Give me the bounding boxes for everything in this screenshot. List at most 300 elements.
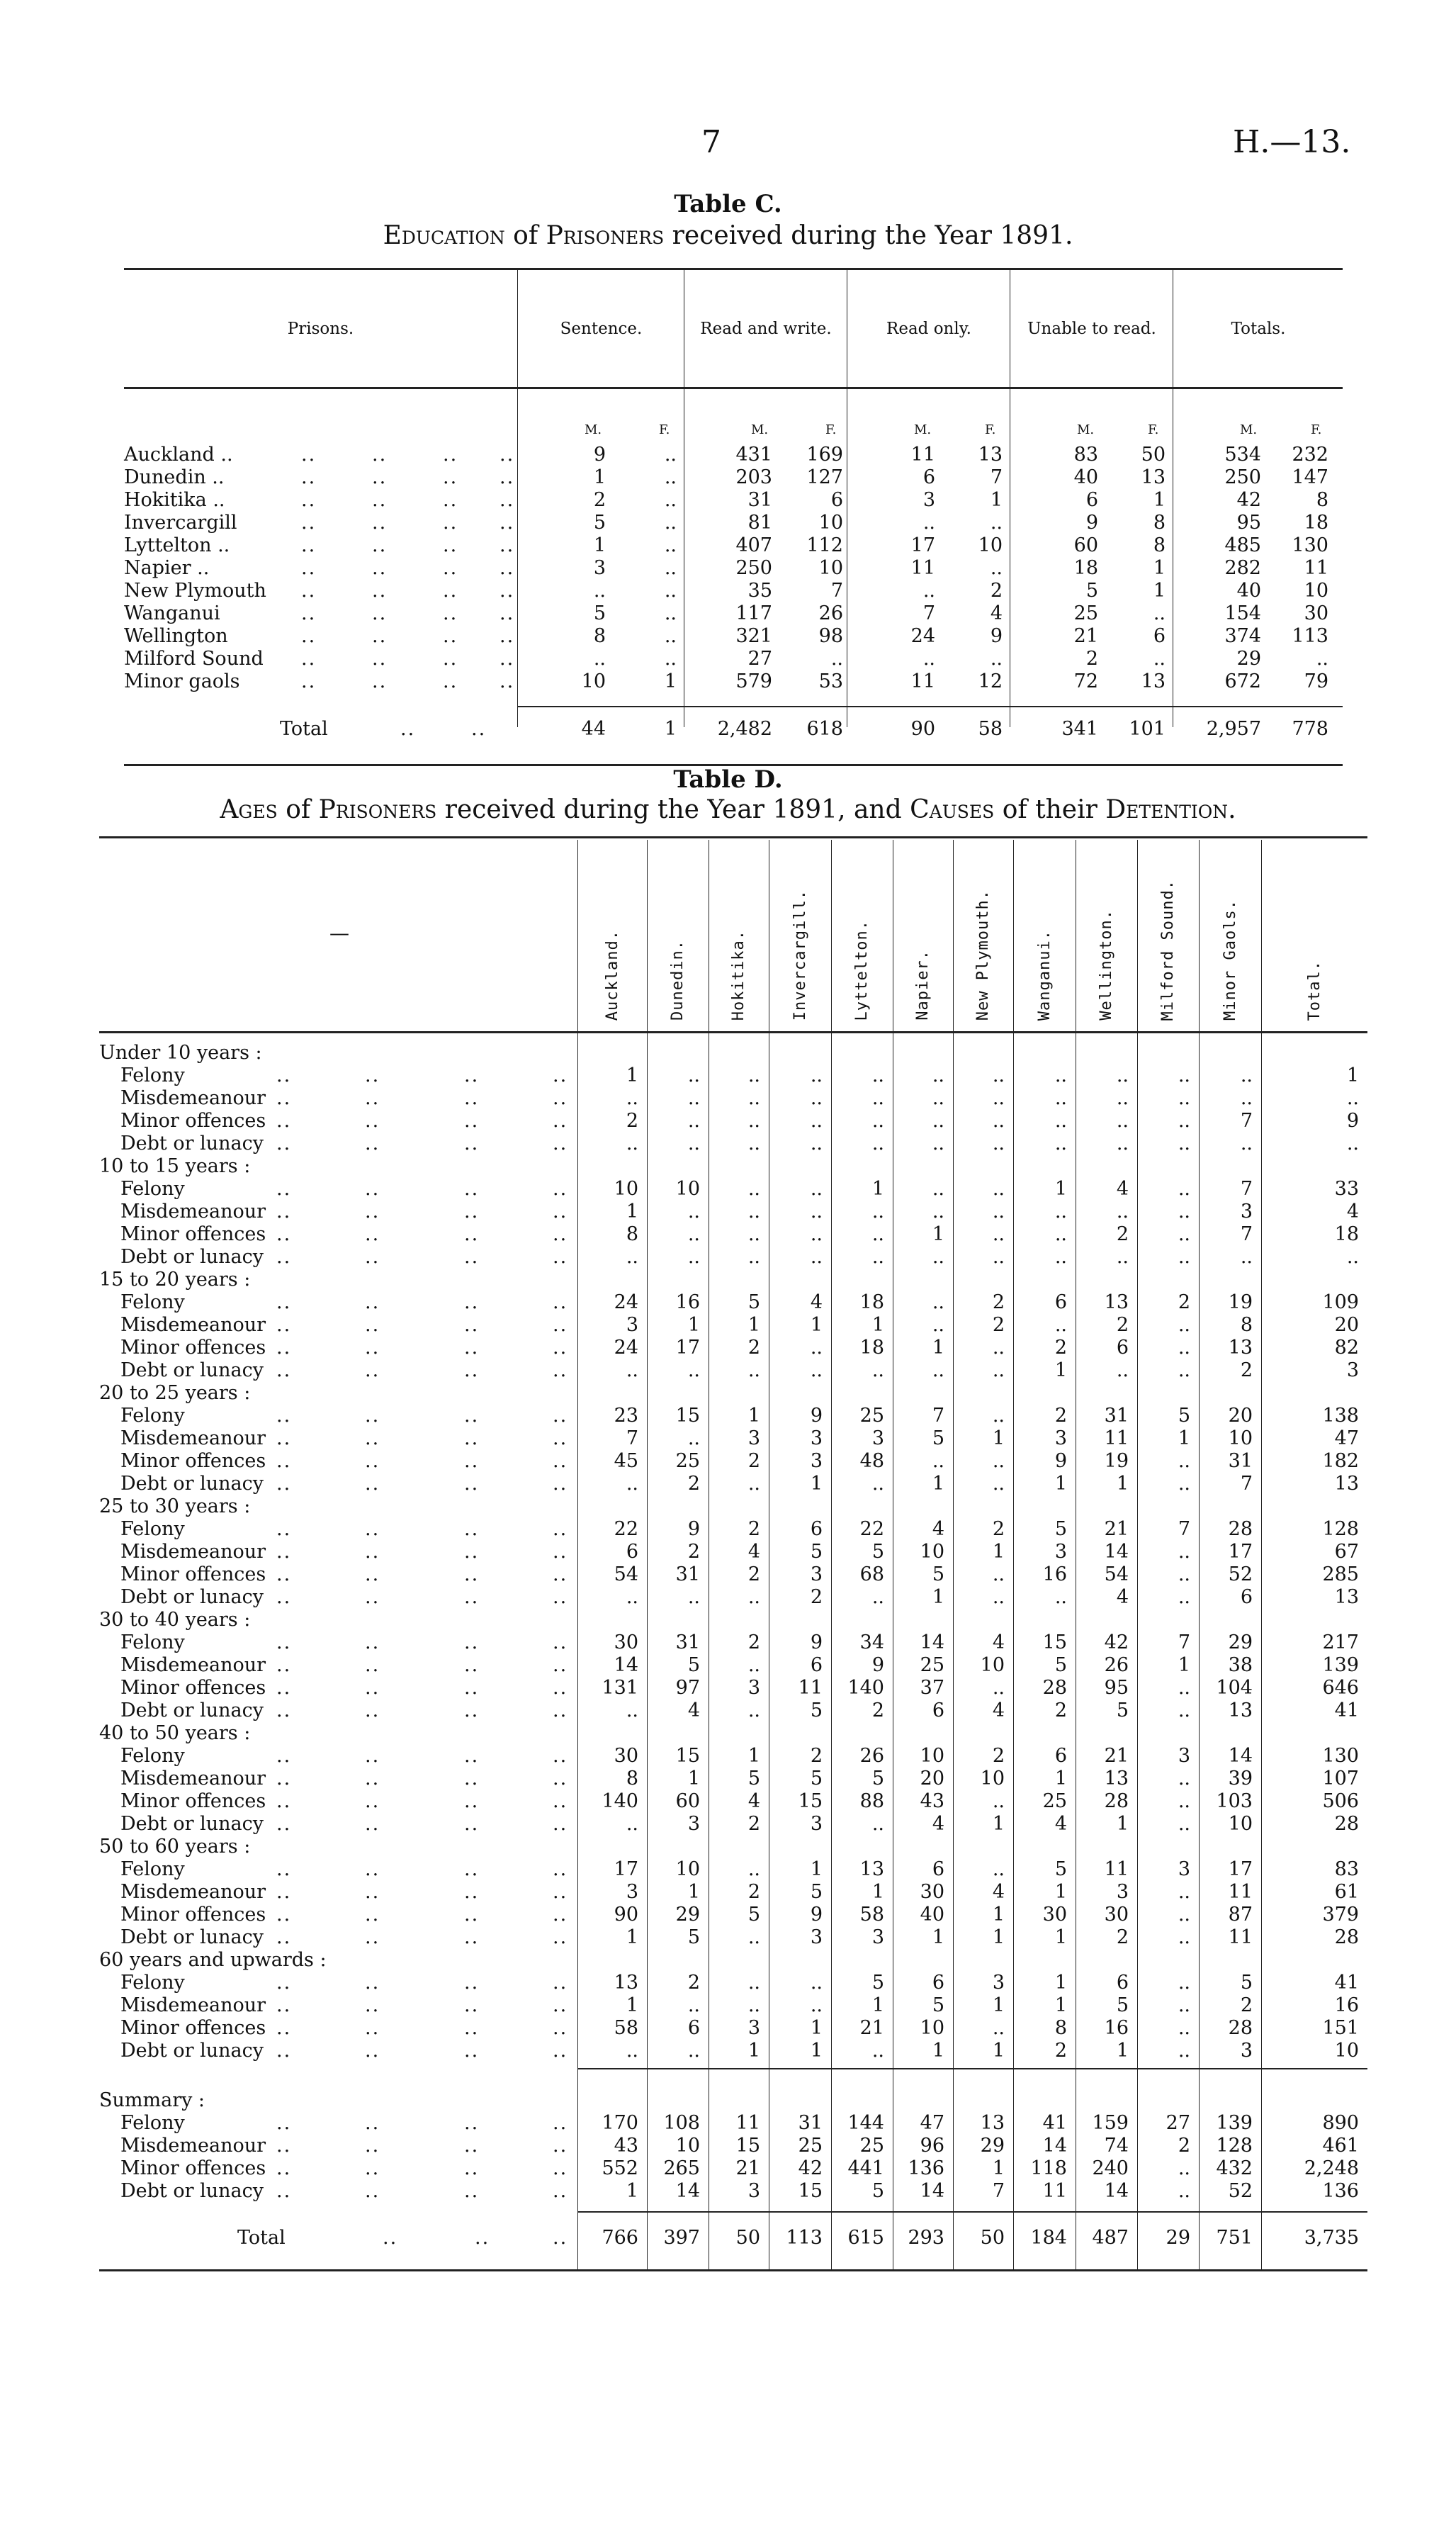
leader-dots: ..: [464, 1586, 480, 1608]
cell-value: 45: [614, 1450, 638, 1472]
leader-dots: ..: [500, 670, 515, 692]
cell-value: 24: [614, 1337, 638, 1359]
cell-value: 140: [847, 1677, 884, 1699]
cell-value: ..: [1054, 1087, 1067, 1109]
cell-value: 1: [747, 1745, 760, 1767]
cell-value: ..: [1116, 1246, 1129, 1268]
cell-value: 79: [1304, 670, 1328, 692]
cell-value: ..: [664, 602, 677, 624]
cell-value: 139: [1216, 2112, 1253, 2134]
cell-value: ..: [810, 1133, 823, 1154]
cell-value: 2: [687, 1972, 700, 1994]
table-row: [124, 534, 1343, 557]
cell-value: 4: [810, 1291, 823, 1313]
cell-value: 534: [1224, 444, 1261, 466]
cell-value: 54: [614, 1563, 638, 1585]
leader-dots: ..: [365, 1064, 380, 1086]
cell-value: 2: [1240, 1359, 1253, 1381]
cell-value: ..: [747, 1110, 760, 1132]
cell-value: 4: [1346, 1201, 1359, 1223]
cell-value: 2: [626, 1110, 638, 1132]
leader-dots: ..: [276, 1563, 292, 1585]
cell-value: ..: [871, 1813, 884, 1835]
cell-value: 130: [1322, 1745, 1359, 1767]
cell-value: ..: [747, 1700, 760, 1721]
leader-dots: ..: [464, 1450, 480, 1472]
summary-label: Summary :: [99, 2089, 205, 2111]
cell-value: 31: [798, 2112, 823, 2134]
leader-dots: ..: [365, 1813, 380, 1835]
cell-value: 28: [1228, 2017, 1253, 2039]
leader-dots: ..: [365, 1654, 380, 1676]
leader-dots: ..: [276, 1518, 292, 1540]
leader-dots: ..: [365, 1745, 380, 1767]
leader-dots: ..: [475, 2227, 490, 2249]
cell-value: 8: [1153, 512, 1166, 534]
cell-value: 1: [1116, 1473, 1129, 1495]
cell-value: ..: [1116, 1359, 1129, 1381]
leader-dots: ..: [372, 625, 388, 647]
leader-dots: ..: [464, 1473, 480, 1495]
cell-value: ..: [1178, 1926, 1190, 1948]
leader-dots: ..: [553, 1291, 568, 1313]
cell-value: ..: [687, 1201, 700, 1223]
leader-dots: ..: [276, 1813, 292, 1835]
table-bottom-rule: [99, 2269, 1367, 2271]
leader-dots: ..: [464, 1790, 480, 1812]
leader-dots: ..: [464, 2135, 480, 2157]
leader-dots: ..: [276, 1110, 292, 1132]
cell-value: ..: [1054, 1133, 1067, 1154]
table-row: [99, 1677, 1367, 1700]
cell-value: 10: [920, 2017, 944, 2039]
cell-value: 1: [747, 2040, 760, 2062]
subtitle-part: Detention.: [1105, 795, 1236, 824]
cell-value: 6: [1054, 1745, 1067, 1767]
leader-dots: ..: [553, 1654, 568, 1676]
leader-dots: ..: [500, 580, 515, 602]
cell-value: 17: [614, 1858, 638, 1880]
row-label: Minor offences: [120, 1110, 266, 1132]
cell-value: 14: [1104, 2180, 1129, 2202]
cell-value: 3: [1240, 2040, 1253, 2062]
cell-value: 6: [810, 1654, 823, 1676]
leader-dots: ..: [464, 1768, 480, 1790]
cell-value: 432: [1216, 2157, 1253, 2179]
cell-value: 1: [932, 2040, 944, 2062]
table-row: [99, 1473, 1367, 1495]
cell-value: 10: [675, 1858, 700, 1880]
cell-value: 26: [818, 602, 843, 624]
stub-header: —: [329, 921, 349, 945]
column-header: [709, 858, 769, 1021]
cell-value: 43: [614, 2135, 638, 2157]
row-label: Total: [237, 2227, 286, 2249]
leader-dots: ..: [464, 1881, 480, 1903]
cell-value: ..: [1178, 1813, 1190, 1835]
leader-dots: ..: [500, 602, 515, 624]
leader-dots: ..: [553, 1677, 568, 1699]
leader-dots: ..: [464, 1994, 480, 2016]
cell-value: 2: [1085, 648, 1098, 670]
leader-dots: ..: [301, 670, 317, 692]
cell-value: ..: [871, 1246, 884, 1268]
leader-dots: ..: [365, 1291, 380, 1313]
total-row: [99, 2227, 1367, 2249]
cell-value: 101: [1129, 718, 1166, 740]
cell-value: 15: [798, 1790, 823, 1812]
row-label: Misdemeanour: [120, 1541, 266, 1563]
age-group-label: 20 to 25 years :: [99, 1382, 251, 1404]
cell-value: ..: [747, 1064, 760, 1086]
cell-value: 6: [1116, 1337, 1129, 1359]
cell-value: 25: [859, 1405, 884, 1427]
cell-value: 6: [1054, 1291, 1067, 1313]
subtitle-part: of their: [994, 795, 1106, 824]
column-header-label: Wellington.: [1097, 909, 1115, 1021]
cell-value: ..: [810, 1994, 823, 2016]
leader-dots: ..: [276, 1904, 292, 1926]
cell-value: 22: [614, 1518, 638, 1540]
column-header-label: Hokitika.: [730, 929, 747, 1021]
leader-dots: ..: [553, 1133, 568, 1154]
cell-value: ..: [810, 1178, 823, 1200]
cell-value: ..: [747, 1246, 760, 1268]
leader-dots: ..: [464, 1223, 480, 1245]
cell-value: 128: [1216, 2135, 1253, 2157]
row-label: Debt or lunacy: [120, 1700, 264, 1721]
cell-value: ..: [664, 625, 677, 647]
cell-value: 487: [1092, 2227, 1129, 2249]
leader-dots: ..: [471, 718, 487, 740]
leader-dots: ..: [464, 1563, 480, 1585]
cell-value: ..: [626, 1359, 638, 1381]
cell-value: ..: [1116, 1201, 1129, 1223]
cell-value: ..: [1178, 1473, 1190, 1495]
leader-dots: ..: [464, 2017, 480, 2039]
leader-dots: ..: [553, 1314, 568, 1336]
leader-dots: ..: [301, 602, 317, 624]
cell-value: 14: [1228, 1745, 1253, 1767]
leader-dots: ..: [276, 1541, 292, 1563]
table-row: [124, 670, 1343, 693]
cell-value: 2: [871, 1700, 884, 1721]
cell-value: ..: [1240, 1246, 1253, 1268]
row-label: Dunedin ..: [124, 466, 225, 488]
leader-dots: ..: [464, 1813, 480, 1835]
leader-dots: ..: [500, 489, 515, 511]
table-d-title: Table D.: [673, 765, 783, 794]
cell-value: 169: [806, 444, 843, 466]
cell-value: 21: [859, 2017, 884, 2039]
cell-value: 1: [871, 1314, 884, 1336]
cell-value: ..: [1178, 1178, 1190, 1200]
cell-value: 140: [602, 1790, 638, 1812]
cell-value: ..: [1178, 1110, 1190, 1132]
cell-value: 13: [1228, 1337, 1253, 1359]
leader-dots: ..: [276, 1291, 292, 1313]
table-row: [99, 1427, 1367, 1450]
row-label: Misdemeanour: [120, 2135, 266, 2157]
cell-value: 1: [747, 1405, 760, 1427]
table-row: [99, 1994, 1367, 2017]
row-label: Felony: [120, 1858, 185, 1880]
cell-value: 61: [1334, 1881, 1359, 1903]
leader-dots: ..: [365, 1881, 380, 1903]
row-label: Misdemeanour: [120, 1201, 266, 1223]
cell-value: 20: [1228, 1405, 1253, 1427]
cell-value: 7: [992, 2180, 1005, 2202]
cell-value: 552: [602, 2157, 638, 2179]
cell-value: 7: [1178, 1631, 1190, 1653]
cell-value: 250: [1224, 466, 1261, 488]
age-group-label: 50 to 60 years :: [99, 1836, 251, 1858]
leader-dots: ..: [276, 1858, 292, 1880]
cell-value: ..: [932, 1110, 944, 1132]
leader-dots: ..: [443, 602, 458, 624]
leader-dots: ..: [372, 444, 388, 466]
leader-dots: ..: [365, 1450, 380, 1472]
column-header: Unable to read.: [1010, 270, 1173, 387]
cell-value: 42: [798, 2157, 823, 2179]
row-label: Minor gaols: [124, 670, 240, 692]
cell-value: 5: [1116, 1994, 1129, 2016]
cell-value: 3: [1054, 1541, 1067, 1563]
cell-value: 87: [1228, 1904, 1253, 1926]
leader-dots: ..: [365, 1518, 380, 1540]
leader-dots: ..: [301, 466, 317, 488]
row-label: Minor offences: [120, 1790, 266, 1812]
cell-value: 10: [980, 1768, 1005, 1790]
leader-dots: ..: [276, 1768, 292, 1790]
cell-value: 1: [1054, 1178, 1067, 1200]
table-row: [99, 1926, 1367, 1949]
cell-value: 1: [593, 466, 606, 488]
cell-value: 1: [992, 1994, 1005, 2016]
leader-dots: ..: [365, 1473, 380, 1495]
table-row: [99, 1337, 1367, 1359]
cell-value: 30: [614, 1631, 638, 1653]
cell-value: ..: [747, 1087, 760, 1109]
cell-value: 8: [593, 625, 606, 647]
leader-dots: ..: [464, 1064, 480, 1086]
leader-dots: ..: [464, 1677, 480, 1699]
cell-value: 18: [859, 1291, 884, 1313]
cell-value: 25: [1073, 602, 1098, 624]
cell-value: 5: [1085, 580, 1098, 602]
cell-value: ..: [1178, 1337, 1190, 1359]
cell-value: ..: [992, 1087, 1005, 1109]
leader-dots: ..: [276, 2112, 292, 2134]
leader-dots: ..: [553, 1881, 568, 1903]
cell-value: ..: [1240, 1087, 1253, 1109]
cell-value: 14: [614, 1654, 638, 1676]
cell-value: 1: [1178, 1427, 1190, 1449]
female-subheader: F.: [1148, 422, 1159, 437]
leader-dots: ..: [464, 2040, 480, 2062]
table-row: [124, 466, 1343, 489]
table-row: [99, 1178, 1367, 1201]
column-header: [831, 858, 893, 1021]
cell-value: 15: [735, 2135, 760, 2157]
cell-value: ..: [992, 1450, 1005, 1472]
column-header: [1013, 858, 1076, 1021]
cell-value: ..: [1178, 1246, 1190, 1268]
leader-dots: ..: [553, 1518, 568, 1540]
cell-value: 13: [859, 1858, 884, 1880]
leader-dots: ..: [365, 2112, 380, 2134]
cell-value: 10: [1228, 1813, 1253, 1835]
cell-value: ..: [992, 1223, 1005, 1245]
cell-value: 31: [1104, 1405, 1129, 1427]
leader-dots: ..: [372, 534, 388, 556]
leader-dots: ..: [276, 1450, 292, 1472]
cell-value: 2: [1116, 1314, 1129, 1336]
column-header-label: Total.: [1305, 960, 1324, 1021]
cell-value: 151: [1322, 2017, 1359, 2039]
cell-value: 3: [747, 1677, 760, 1699]
cell-value: 5: [810, 1881, 823, 1903]
cell-value: 42: [1104, 1631, 1129, 1653]
cell-value: 139: [1322, 1654, 1359, 1676]
cell-value: ..: [1178, 1972, 1190, 1994]
leader-dots: ..: [464, 1337, 480, 1359]
cell-value: 60: [675, 1790, 700, 1812]
leader-dots: ..: [276, 1586, 292, 1608]
leader-dots: ..: [276, 2040, 292, 2062]
cell-value: ..: [1054, 1110, 1067, 1132]
cell-value: ..: [922, 580, 935, 602]
cell-value: 18: [1073, 557, 1098, 579]
cell-value: 3: [626, 1881, 638, 1903]
leader-dots: ..: [365, 1337, 380, 1359]
cell-value: ..: [1116, 1110, 1129, 1132]
cell-value: 4: [992, 1631, 1005, 1653]
cell-value: ..: [992, 1178, 1005, 1200]
cell-value: 3: [810, 1926, 823, 1948]
leader-dots: ..: [464, 1201, 480, 1223]
cell-value: 30: [1104, 1904, 1129, 1926]
cell-value: 431: [735, 444, 772, 466]
column-header: [1137, 858, 1199, 1021]
cell-value: 5: [1054, 1654, 1067, 1676]
cell-value: 16: [1104, 2017, 1129, 2039]
leader-dots: ..: [553, 2180, 568, 2202]
cell-value: 9: [810, 1631, 823, 1653]
column-header: [1261, 858, 1367, 1021]
cell-value: ..: [992, 2017, 1005, 2039]
cell-value: ..: [687, 1133, 700, 1154]
cell-value: 4: [1116, 1178, 1129, 1200]
leader-dots: ..: [464, 2112, 480, 2134]
row-label: Hokitika ..: [124, 489, 225, 511]
cell-value: 778: [1292, 718, 1328, 740]
cell-value: ..: [626, 1087, 638, 1109]
row-label: Wanganui: [124, 602, 220, 624]
leader-dots: ..: [443, 466, 458, 488]
cell-value: 1: [992, 2157, 1005, 2179]
cell-value: 30: [1042, 1904, 1067, 1926]
cell-value: ..: [747, 1473, 760, 1495]
leader-dots: ..: [553, 1246, 568, 1268]
leader-dots: ..: [276, 1223, 292, 1245]
total-row: [124, 718, 1343, 741]
male-subheader: M.: [751, 422, 769, 437]
leader-dots: ..: [372, 580, 388, 602]
column-header-label: Milford Sound.: [1159, 879, 1177, 1021]
cell-value: 5: [871, 1972, 884, 1994]
cell-value: 8: [1316, 489, 1328, 511]
table-row: [124, 489, 1343, 512]
cell-value: 3: [747, 2180, 760, 2202]
subtitle-part: of: [504, 221, 546, 250]
cell-value: 1: [1054, 1359, 1067, 1381]
row-label: Minor offences: [120, 1677, 266, 1699]
cell-value: 13: [1141, 670, 1166, 692]
leader-dots: ..: [553, 1904, 568, 1926]
leader-dots: ..: [365, 1790, 380, 1812]
cell-value: ..: [871, 2040, 884, 2062]
leader-dots: ..: [553, 2112, 568, 2134]
cell-value: 38: [1228, 1654, 1253, 1676]
cell-value: ..: [871, 1359, 884, 1381]
cell-value: 3: [1116, 1881, 1129, 1903]
column-header: [953, 858, 1013, 1021]
cell-value: 184: [1030, 2227, 1067, 2249]
cell-value: 117: [735, 602, 772, 624]
leader-dots: ..: [276, 1405, 292, 1427]
table-row: [99, 1586, 1367, 1609]
cell-value: 6: [1240, 1586, 1253, 1608]
table-row: [99, 1405, 1367, 1427]
cell-value: 74: [1104, 2135, 1129, 2157]
cell-value: 17: [1228, 1541, 1253, 1563]
leader-dots: ..: [464, 2180, 480, 2202]
leader-dots: ..: [276, 1337, 292, 1359]
cell-value: ..: [747, 1359, 760, 1381]
cell-value: 3: [810, 1450, 823, 1472]
cell-value: 1: [810, 1473, 823, 1495]
leader-dots: ..: [553, 2135, 568, 2157]
cell-value: ..: [747, 1178, 760, 1200]
row-label: Minor offences: [120, 1563, 266, 1585]
leader-dots: ..: [464, 1745, 480, 1767]
cell-value: 12: [978, 670, 1003, 692]
leader-dots: ..: [365, 1858, 380, 1880]
cell-value: 7: [990, 466, 1003, 488]
cell-value: ..: [1178, 2017, 1190, 2039]
cell-value: ..: [932, 1201, 944, 1223]
leader-dots: ..: [553, 2157, 568, 2179]
cell-value: 1: [626, 2180, 638, 2202]
column-header: Read and write.: [684, 270, 847, 387]
leader-dots: ..: [553, 1450, 568, 1472]
cell-value: 5: [747, 1768, 760, 1790]
cell-value: 4: [932, 1813, 944, 1835]
leader-dots: ..: [553, 1700, 568, 1721]
column-header-label: Dunedin.: [669, 940, 687, 1021]
cell-value: 4: [992, 1700, 1005, 1721]
cell-value: 14: [675, 2180, 700, 2202]
cell-value: 9: [871, 1654, 884, 1676]
leader-dots: ..: [365, 1133, 380, 1154]
subtitle-part: received during the Year 1891, and: [436, 795, 910, 824]
cell-value: 31: [747, 489, 772, 511]
leader-dots: ..: [443, 580, 458, 602]
cell-value: 4: [990, 602, 1003, 624]
cell-value: ..: [992, 1563, 1005, 1585]
cell-value: 33: [1334, 1178, 1359, 1200]
